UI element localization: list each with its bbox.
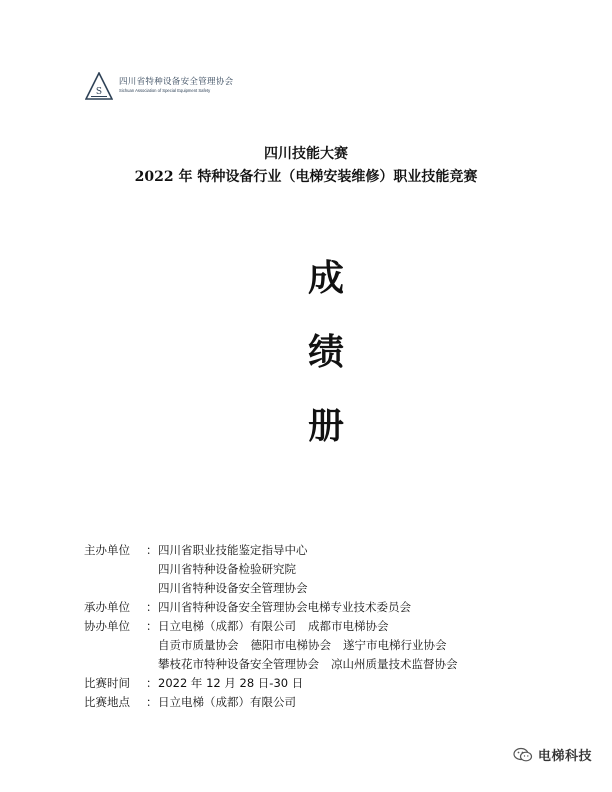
logo-org-name-cn: 四川省特种设备安全管理协会: [119, 77, 234, 88]
undertake-unit: 四川省特种设备安全管理协会电梯专业技术委员会: [158, 600, 411, 614]
co-organizer-row: [84, 636, 458, 655]
place-label: 比赛地点: [84, 695, 130, 709]
svg-text:S: S: [95, 87, 103, 97]
co-organizer-label: 协办单位: [84, 619, 130, 633]
place-row: [84, 693, 458, 712]
host-unit: 四川省特种设备检验研究院: [158, 562, 296, 576]
co-organizer-unit: 攀枝花市特种设备安全管理协会: [158, 657, 319, 671]
place-value: 日立电梯（成都）有限公司: [158, 695, 296, 709]
undertake-label: 承办单位: [84, 600, 130, 614]
title-char-ji: 绩: [307, 331, 344, 373]
title-char-cheng: 成: [307, 257, 344, 299]
watermark-text: 电梯科技: [537, 749, 592, 764]
competition-title-line2: 2022 年 特种设备行业（电梯安装维修）职业技能竞赛: [134, 169, 478, 185]
logo-org-name-en: Sichuan Association of Special Equipment Safety: [119, 88, 211, 94]
competition-title-line1: 四川技能大赛: [264, 146, 348, 162]
association-logo: [85, 72, 233, 100]
title-char-ce: 册: [307, 405, 344, 447]
time-value: 2022 年 12 月 28 日-30 日: [158, 676, 304, 690]
host-label: 主办单位: [84, 543, 130, 557]
place-colon: ：: [146, 695, 158, 709]
co-organizer-unit: 遂宁市电梯行业协会: [343, 638, 447, 652]
host-row: [84, 541, 458, 560]
wechat-watermark: [513, 745, 592, 764]
undertake-row: [84, 598, 458, 617]
host-colon: ：: [146, 543, 158, 557]
co-organizer-unit: 凉山州质量技术监督协会: [331, 657, 458, 671]
time-label: 比赛时间: [84, 676, 130, 690]
time-row: [84, 674, 458, 693]
association-emblem-icon: [85, 72, 113, 100]
co-organizer-unit: 自贡市质量协会: [158, 638, 239, 652]
host-unit: 四川省职业技能鉴定指导中心: [158, 543, 308, 557]
event-info: [84, 541, 458, 712]
undertake-colon: ：: [146, 600, 158, 614]
wechat-icon: [513, 747, 533, 763]
co-organizer-unit: 德阳市电梯协会: [250, 638, 331, 652]
co-organizer-colon: ：: [146, 619, 158, 633]
host-row: [84, 560, 458, 579]
co-organizer-unit: 日立电梯（成都）有限公司: [158, 619, 296, 633]
co-organizer-unit: 成都市电梯协会: [308, 619, 389, 633]
co-organizer-row: [84, 655, 458, 674]
co-organizer-row: [84, 617, 458, 636]
time-colon: ：: [146, 676, 158, 690]
host-unit: 四川省特种设备安全管理协会: [158, 581, 308, 595]
host-row: [84, 579, 458, 598]
